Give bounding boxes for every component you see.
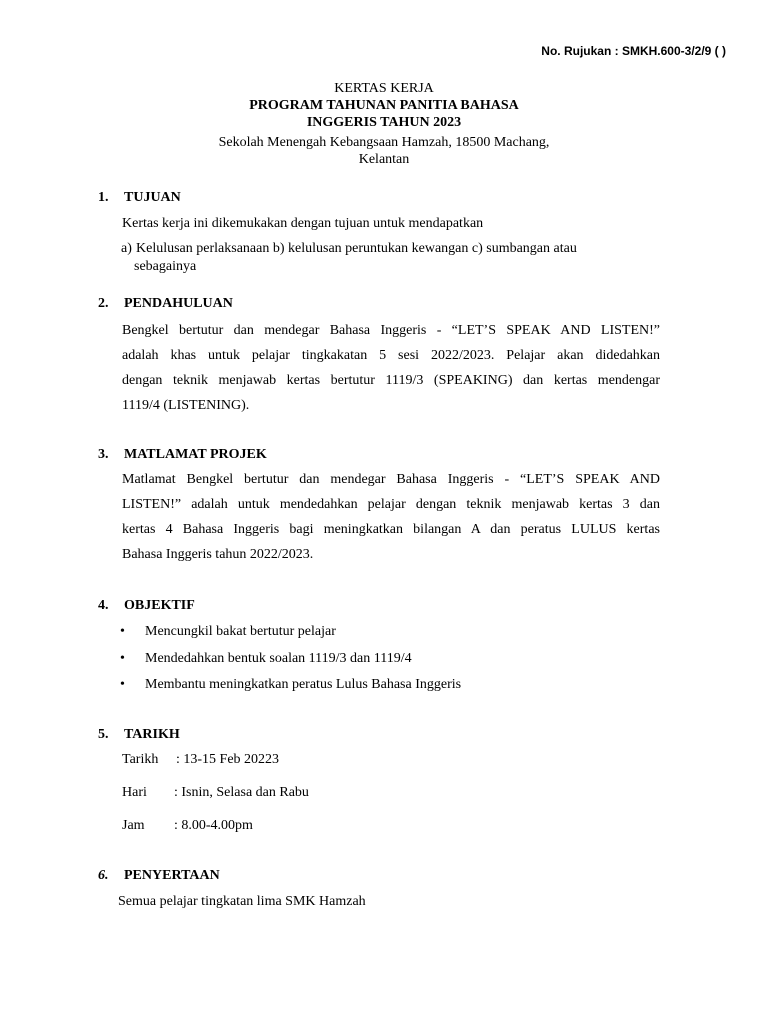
doc-title-line2: INGGERIS TAHUN 2023 [306, 115, 462, 130]
section-1-title: TUJUAN [124, 190, 181, 205]
school-name: Sekolah Menengah Kebangsaan Hamzah, 18500 Machang, [218, 135, 550, 150]
section-2-title: PENDAHULUAN [124, 296, 233, 311]
tujuan-list-line1: Kelulusan perlaksanaan b) kelulusan peruntukan kewangan c) sumbangan atau [136, 241, 577, 256]
bullet-icon: • [120, 677, 125, 692]
pendahuluan-line-3: dengan teknik menjawab kertas bertutur 1119/3 (SPEAKING) dan kertas mendengar [122, 373, 660, 388]
pendahuluan-line-1: Bengkel bertutur dan mendegar Bahasa Inggeris - “LET’S SPEAK AND LISTEN!” [122, 323, 660, 338]
section-5-number: 5. [98, 727, 109, 742]
school-state: Kelantan [358, 152, 410, 167]
objektif-item: Mencungkil bakat bertutur pelajar [145, 624, 336, 639]
section-6-title: PENYERTAAN [124, 868, 220, 883]
tujuan-list-line2: sebagainya [134, 259, 197, 274]
section-3-title: MATLAMAT PROJEK [124, 447, 267, 462]
matlamat-line-2: LISTEN!” adalah untuk mendedahkan pelajar dengan teknik menjawab kertas 3 dan [122, 497, 660, 512]
jam-label: Jam [122, 818, 145, 833]
objektif-item: Mendedahkan bentuk soalan 1119/3 dan 1119/4 [145, 651, 412, 666]
section-6-number: 6. [98, 868, 109, 883]
matlamat-paragraph [122, 467, 660, 567]
tarikh-label: Tarikh [122, 752, 159, 767]
matlamat-line-3: kertas 4 Bahasa Inggeris bagi meningkatkan bilangan A dan peratus LULUS kertas [122, 522, 660, 537]
doc-type: KERTAS KERJA [334, 81, 434, 96]
hari-label: Hari [122, 785, 147, 800]
tujuan-list-marker: a) [121, 241, 132, 256]
pendahuluan-line-4: 1119/4 (LISTENING). [122, 398, 250, 413]
matlamat-line-1: Matlamat Bengkel bertutur dan mendegar Bahasa Inggeris - “LET’S SPEAK AND [122, 472, 660, 487]
pendahuluan-paragraph [122, 318, 660, 418]
penyertaan-text: Semua pelajar tingkatan lima SMK Hamzah [118, 894, 366, 909]
section-5-title: TARIKH [124, 727, 180, 742]
bullet-icon: • [120, 651, 125, 666]
doc-title-line1: PROGRAM TAHUNAN PANITIA BAHASA [249, 98, 519, 113]
section-3-number: 3. [98, 447, 109, 462]
section-1-number: 1. [98, 190, 109, 205]
bullet-icon: • [120, 624, 125, 639]
hari-value: : Isnin, Selasa dan Rabu [174, 785, 309, 800]
section-4-number: 4. [98, 598, 109, 613]
section-2-number: 2. [98, 296, 109, 311]
section-4-title: OBJEKTIF [124, 598, 195, 613]
tarikh-value: : 13-15 Feb 20223 [176, 752, 280, 767]
objektif-item: Membantu meningkatkan peratus Lulus Bahasa Inggeris [145, 677, 462, 692]
matlamat-line-4: Bahasa Inggeris tahun 2022/2023. [122, 547, 314, 562]
tujuan-intro: Kertas kerja ini dikemukakan dengan tujuan untuk mendapatkan [122, 216, 484, 231]
jam-value: : 8.00-4.00pm [174, 818, 253, 833]
reference-number: No. Rujukan : SMKH.600-3/2/9 ( ) [541, 44, 726, 58]
pendahuluan-line-2: adalah khas untuk pelajar tingkakatan 5 sesi 2022/2023. Pelajar akan didedahkan [122, 348, 660, 363]
